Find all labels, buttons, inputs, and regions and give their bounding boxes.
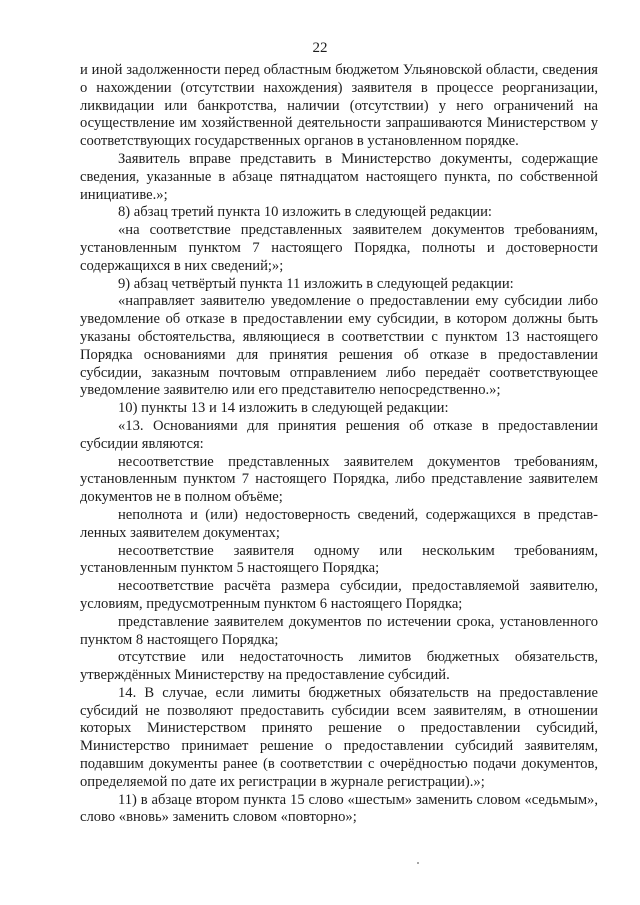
paragraph-ground-5: представление заявителем документов по истечении срока, установленного пунктом 8 настоящего Порядка; bbox=[80, 613, 598, 648]
paragraph-clause-13: «13. Основаниями для принятия решения об отказе в предоставлении субсидии являются: bbox=[80, 417, 598, 452]
scan-speck bbox=[417, 862, 419, 864]
paragraph-ground-2: неполнота и (или) недостоверность сведений, содержащихся в представленных заявителем документах; bbox=[80, 506, 598, 541]
paragraph-ground-3: несоответствие заявителя одному или нескольким требованиям, установленным пунктом 5 настоящего Порядка; bbox=[80, 542, 598, 577]
document-body bbox=[80, 62, 598, 827]
paragraph-item-9: 9) абзац четвёртый пункта 11 изложить в следующей редакции: bbox=[118, 275, 514, 292]
paragraph-ground-1: несоответствие представленных заявителем документов требованиям, установленным пунктом 7 настоящего Порядка, либо представление заявителем документов не в полном объёме; bbox=[80, 453, 598, 506]
paragraph-continuation: и иной задолженности перед областным бюджетом Ульяновской области, сведения о нахождении (отсутствии нахождения) заявителя в процессе реорганизации, ликвидации или банкротства, наличии (отсутствии) у него ограничений на осуществление им хозяйственной деятельности запрашиваются Министерством у соответствующих государственных органов в установленном порядке. bbox=[80, 62, 598, 150]
paragraph-item-8-text: «на соответствие представленных заявителем документов требованиям, установленным пунктом 7 настоящего Порядка, полноты и достоверности содержащихся в них сведений;»; bbox=[80, 222, 598, 274]
paragraph-item-11: 11) в абзаце втором пункта 15 слово «шестым» заменить словом «седьмым», слово «вновь» заменить словом «повторно»; bbox=[80, 791, 598, 826]
paragraph-item-8: 8) абзац третий пункта 10 изложить в следующей редакции: bbox=[118, 204, 492, 221]
paragraph-item-9-text: «направляет заявителю уведомление о предоставлении ему субсидии либо уведомление об отказе в предоставлении ему субсидии, в котором должны быть указаны обстоятельства, являющиеся в соответствии с пунктом 13 настоящего Порядка основаниями для принятия решения об отказе в предоставлении субсидии, заказным почтовым отправлением либо передаёт соответствующее уведомление заявителю или его представителю непосредственно.»; bbox=[80, 293, 598, 399]
paragraph-item-10: 10) пункты 13 и 14 изложить в следующей редакции: bbox=[118, 400, 449, 417]
page-number: 22 bbox=[312, 40, 328, 56]
paragraph-ground-6: отсутствие или недостаточность лимитов бюджетных обязательств, утверждённых Министерству на предоставление субсидий. bbox=[80, 649, 598, 684]
paragraph-own-initiative: Заявитель вправе представить в Министерство документы, содержащие сведения, указанные в абзаце пятнадцатом настоящего пункта, по собственной инициативе.»; bbox=[80, 150, 598, 203]
paragraph-clause-14: 14. В случае, если лимиты бюджетных обязательств на предоставление субсидий не позволяют предоставить субсидии всем заявителям, в отношении которых Министерством принято решение о предоставлении субсидий, Министерство принимает решение о предоставлении субсидий заявителям, подавшим документы ранее (в соответствии с очерёдностью подачи документов, определяемой по дате их регистрации в журнале регистрации).»; bbox=[80, 684, 598, 790]
paragraph-ground-4: несоответствие расчёта размера субсидии, предоставляемой заявителю, условиям, предусмотренным пунктом 6 настоящего Порядка; bbox=[80, 578, 598, 612]
